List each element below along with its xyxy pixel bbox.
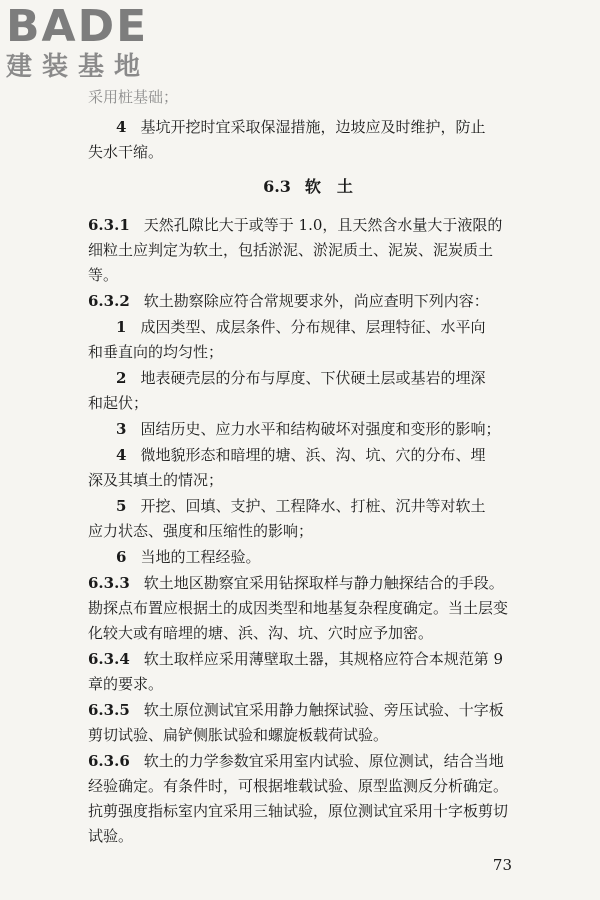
item-number: 2 <box>116 369 127 387</box>
item-text: 成因类型、成层条件、分布规律、层理特征、水平向 <box>140 318 486 336</box>
item-text: 地表硬壳层的分布与厚度、下伏硬土层或基岩的埋深 <box>140 369 486 387</box>
text-line: 和起伏； <box>88 394 149 412</box>
clause-6-3-4 <box>88 648 503 670</box>
clause-6-3-3 <box>88 572 504 594</box>
item-number: 6 <box>116 548 127 566</box>
clause-number: 6.3.6 <box>88 752 130 770</box>
section-number: 6.3 <box>263 177 291 196</box>
text-line: 抗剪强度指标室内宜采用三轴试验，原位测试宜采用十字板剪切 <box>88 802 509 820</box>
clause-number: 6.3.5 <box>88 701 130 719</box>
section-title: 软 土 <box>304 177 353 196</box>
clause-text: 软土地区勘察宜采用钻探取样与静力触探结合的手段。 <box>143 574 504 592</box>
list-item <box>116 444 485 466</box>
item-text: 当地的工程经验。 <box>140 548 261 566</box>
text-line: 等。 <box>88 266 119 284</box>
clause-number: 6.3.4 <box>88 650 130 668</box>
list-item <box>116 367 485 389</box>
item-number: 5 <box>116 497 127 515</box>
text-line: 采用桩基础； <box>88 88 179 106</box>
clause-number: 6.3.1 <box>88 216 130 234</box>
list-item <box>116 546 260 568</box>
text-line: 剪切试验、扁铲侧胀试验和螺旋板载荷试验。 <box>88 726 389 744</box>
item-number: 4 <box>116 118 127 136</box>
clause-text: 软土取样应采用薄壁取土器，其规格应符合本规范第 9 <box>143 650 504 668</box>
list-item <box>116 418 500 440</box>
text-line: 勘探点布置应根据土的成因类型和地基复杂程度确定。当土层变 <box>88 599 509 617</box>
text-line: 试验。 <box>88 827 134 845</box>
page-number: 73 <box>492 856 512 874</box>
clause-text: 软土的力学参数宜采用室内试验、原位测试，结合当地 <box>143 752 504 770</box>
text-line: 经验确定。有条件时，可根据堆载试验、原型监测反分析确定。 <box>88 777 509 795</box>
clause-6-3-5 <box>88 699 504 721</box>
text-line: 章的要求。 <box>88 675 164 693</box>
text-line: 应力状态、强度和压缩性的影响； <box>88 522 314 540</box>
item-number: 4 <box>116 446 127 464</box>
text-line: 化较大或有暗埋的塘、浜、沟、坑、穴时应予加密。 <box>88 624 434 642</box>
item-number: 3 <box>116 420 127 438</box>
clause-6-3-6 <box>88 750 504 772</box>
clause-number: 6.3.2 <box>88 292 130 310</box>
item-number: 1 <box>116 318 127 336</box>
text-line: 细粒土应判定为软土，包括淤泥、淤泥质土、泥炭、泥炭质土 <box>88 241 494 259</box>
logo-subtitle: 建装基地 <box>6 52 151 82</box>
text-line: 深及其填土的情况； <box>88 471 224 489</box>
clause-text: 软土勘察除应符合常规要求外，尚应查明下列内容： <box>143 292 489 310</box>
item-text: 开挖、回填、支护、工程降水、打桩、沉井等对软土 <box>140 497 486 515</box>
item-text: 微地貌形态和暗埋的塘、浜、沟、坑、穴的分布、埋 <box>140 446 486 464</box>
bade-logo <box>6 1 176 82</box>
clause-6-3-2 <box>88 290 489 312</box>
list-item <box>116 495 485 517</box>
section-heading <box>88 176 528 198</box>
clause-text: 软土原位测试宜采用静力触探试验、旁压试验、十字板 <box>143 701 504 719</box>
text-line: 失水干缩。 <box>88 143 164 161</box>
item-text: 固结历史、应力水平和结构破坏对强度和变形的影响； <box>140 420 501 438</box>
item-text: 基坑开挖时宜采取保湿措施，边坡应及时维护，防止 <box>140 118 486 136</box>
logo-wordmark: BADE <box>6 1 149 52</box>
text-line: 和垂直向的均匀性； <box>88 343 224 361</box>
clause-6-3-1 <box>88 214 502 236</box>
clause-text: 天然孔隙比大于或等于 1.0，且天然含水量大于液限的 <box>143 216 503 234</box>
clause-number: 6.3.3 <box>88 574 130 592</box>
list-item <box>116 316 485 338</box>
list-item <box>116 116 485 138</box>
